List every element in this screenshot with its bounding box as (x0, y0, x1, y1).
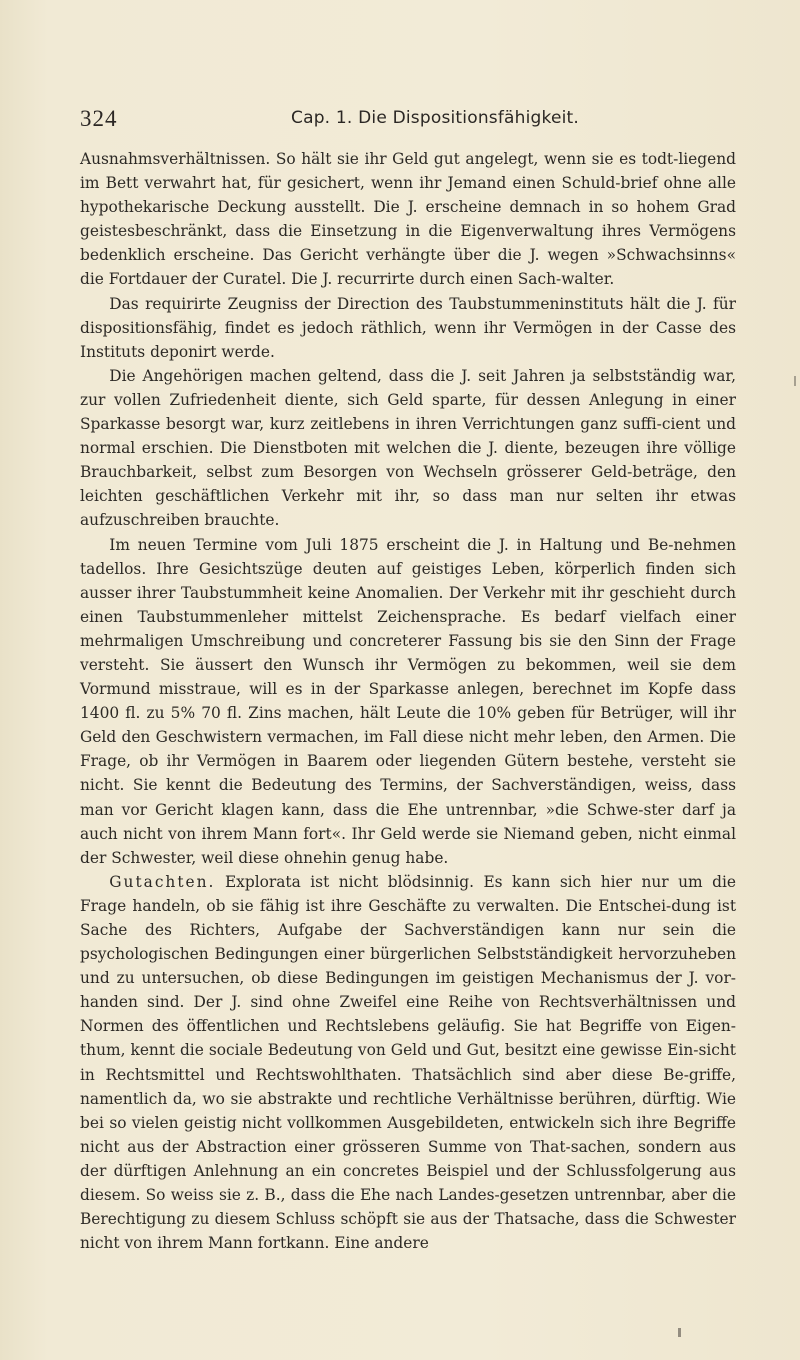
paragraph-3: Die Angehörigen machen geltend, dass die J. seit Jahren ja selbstständig war, zur vollen Zufriedenheit diente, sich Geld sparte, für dessen Anlegung in einer Sparkasse besorgt war, kurz zeitlebens in ihren Verrichtungen ganz suffi-cient und normal erschien. Die Dienstboten mit welchen die J. diente, bezeugen ihre völlige Brauchbarkeit, selbst zum Besorgen von Wechseln grösserer Geld-beträge, den leichten geschäftlichen Verkehr mit ihr, so dass man nur selten ihr etwas aufzuschreiben brauchte. (80, 366, 736, 530)
gutachten-heading: Gutachten. (109, 872, 216, 891)
margin-mark (794, 376, 796, 386)
paragraph-5 (80, 870, 736, 1256)
running-head (80, 106, 740, 138)
page-number: 324 (80, 106, 118, 131)
paragraph-2: Das requirirte Zeugniss der Direction des Taubstummeninstituts hält die J. für dispositionsfähig, findet es jedoch räthlich, wenn ihr Vermögen in der Casse des Instituts deponirt werde. (80, 294, 736, 361)
paragraph-1: Ausnahmsverhältnissen. So hält sie ihr Geld gut angelegt, wenn sie es todt-liegend im Bett verwahrt hat, für gesichert, wenn ihr Jemand einen Schuld-brief ohne alle hypothekarische Deckung ausstellt. Die J. erscheine demnach in so hohem Grad geistesbeschränkt, dass die Einsetzung in die Eigenverwaltung ihres Vermögens bedenklich erscheine. Das Gericht verhängte über die J. wegen »Schwachsinns« die Fortdauer der Curatel. Die J. recurrirte durch einen Sach-walter. (80, 150, 736, 289)
chapter-title: Cap. 1. Die Dispositionsfähigkeit. (291, 108, 580, 128)
paragraph-4: Im neuen Termine vom Juli 1875 erscheint die J. in Haltung und Be-nehmen tadellos. Ihre Gesichtszüge deuten auf geistiges Leben, körperlich finden sich ausser ihrer Taubstummheit keine Anomalien. Der Verkehr mit ihr geschieht durch einen Taubstummenleher mittelst Zeichensprache. Es bedarf vielfach einer mehrmaligen Umschreibung und concreterer Fassung bis sie den Sinn der Frage versteht. Sie äussert den Wunsch ihr Vermögen zu bekommen, weil sie dem Vormund misstraue, will es in der Sparkasse anlegen, berechnet im Kopfe dass 1400 fl. zu 5% 70 fl. Zins machen, hält Leute die 10% geben für Betrüger, will ihr Geld den Geschwistern vermachen, im Fall diese nicht mehr leben, den Armen. Die Frage, ob ihr Vermögen in Baarem oder liegenden Gütern bestehe, versteht sie nicht. Sie kennt die Bedeutung des Termins, der Sachverständigen, weiss, dass man vor Gericht klagen kann, dass die Ehe untrennbar, »die Schwe-ster darf ja auch nicht von ihrem Mann fort«. Ihr Geld werde sie Niemand geben, nicht einmal der Schwester, weil diese ohnehin genug habe. (80, 535, 736, 867)
paragraph-5-text: Explorata ist nicht blödsinnig. Es kann sich hier nur um die Frage handeln, ob sie fähig ist ihre Geschäfte zu verwalten. Die Entschei-dung ist Sache des Richters, Aufgabe der Sachverständigen kann nur sein die psychologischen Bedingungen einer bürgerlichen Selbstständigkeit hervorzuheben und zu untersuchen, ob diese Bedingungen im geistigen Mechanismus der J. vor-handen sind. Der J. sind ohne Zweifel eine Reihe von Rechtsverhältnissen und Normen des öffentlichen und Rechtslebens geläufig. Sie hat Begriffe von Eigen-thum, kennt die sociale Bedeutung von Geld und Gut, besitzt eine gewisse Ein-sicht in Rechtsmittel und Rechtswohlthaten. Thatsächlich sind aber diese Be-griffe, namentlich da, wo sie abstrakte und rechtliche Verhältnisse berühren, dürftig. Wie bei so vielen geistig nicht vollkommen Ausgebildeten, entwickeln sich ihre Begriffe nicht aus der Abstraction einer grösseren Summe von That-sachen, sondern aus der dürftigen Anlehnung an ein concretes Beispiel und der Schlussfolgerung aus diesem. So weiss sie z. B., dass die Ehe nach Landes-gesetzen untrennbar, aber die Berechtigung zu diesem Schluss schöpft sie aus der Thatsache, dass die Schwester nicht von ihrem Mann fortkann. Eine andere (80, 872, 736, 1253)
body-text (80, 147, 736, 1255)
margin-mark (678, 1328, 681, 1337)
